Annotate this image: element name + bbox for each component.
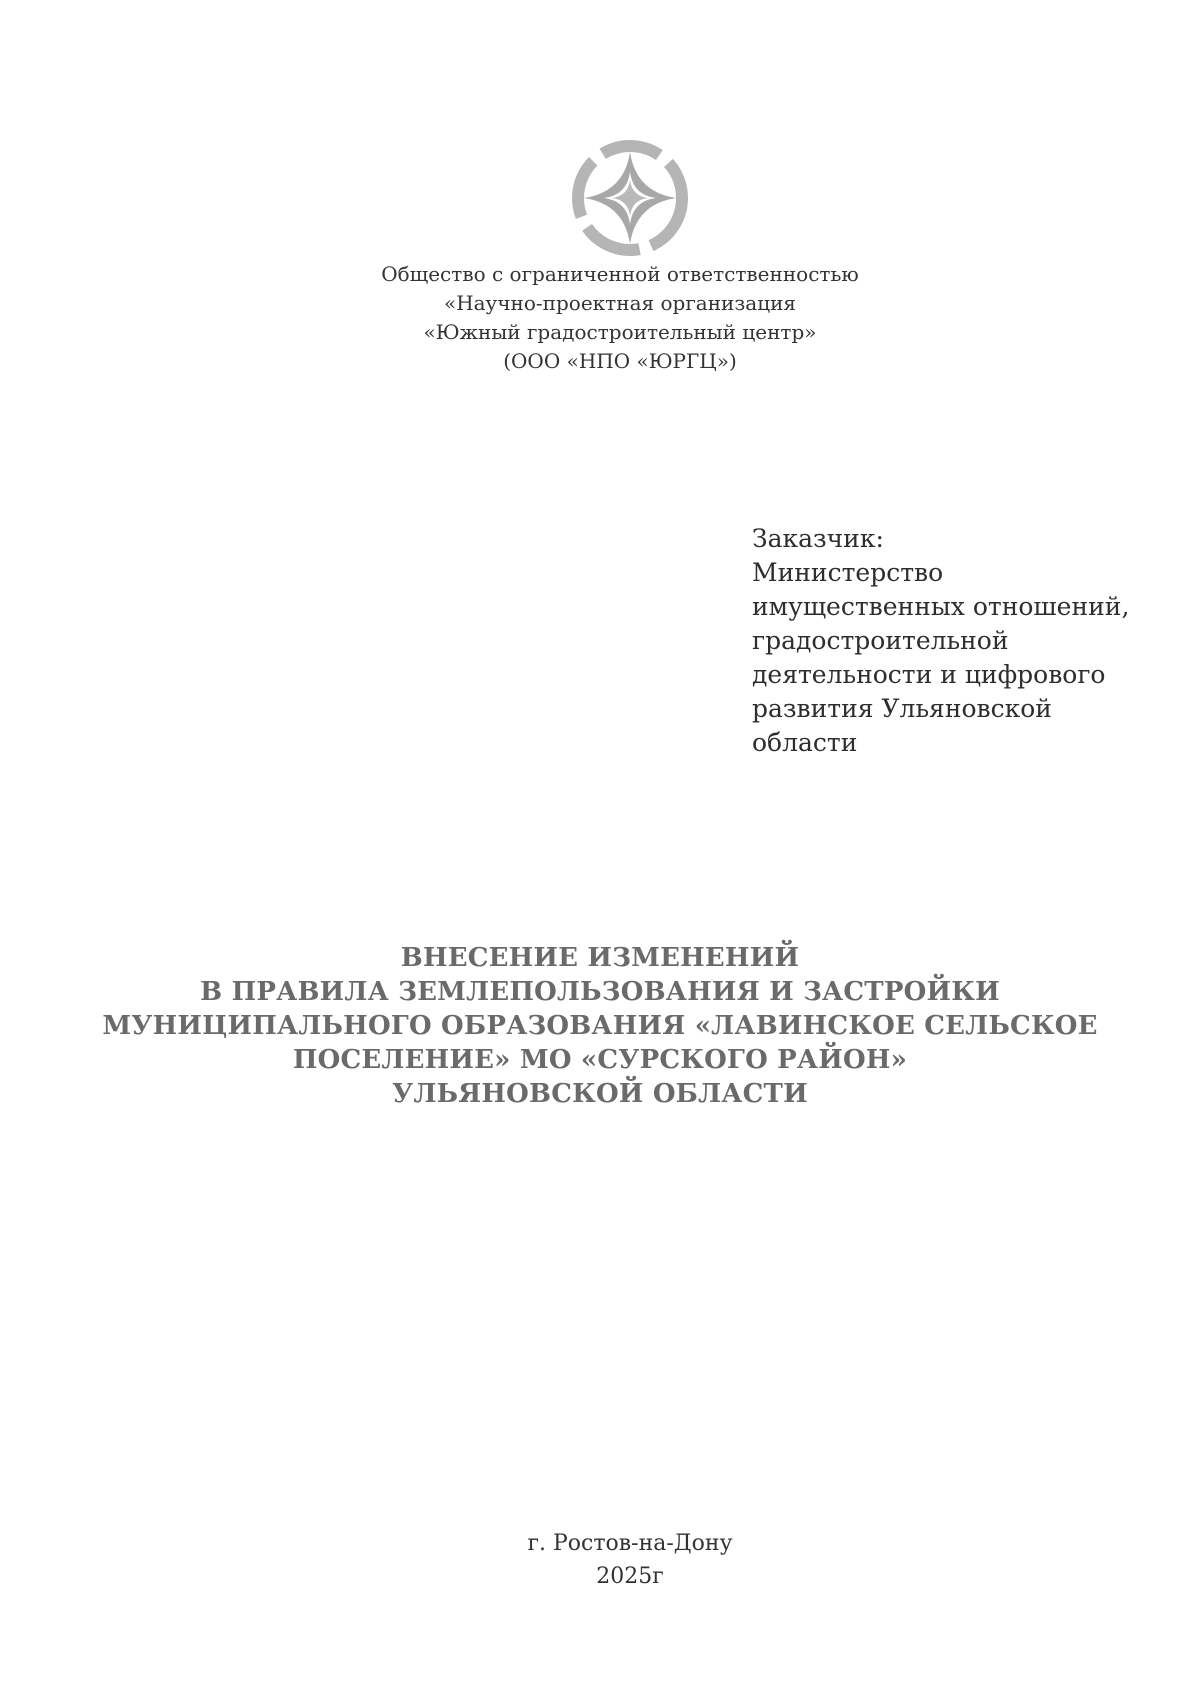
- customer-line: развития Ульяновской: [752, 694, 1052, 723]
- customer-block: [752, 522, 1172, 760]
- footer-block: [400, 1527, 860, 1593]
- customer-line: имущественных отношений,: [752, 592, 1130, 621]
- organization-line: «Научно-проектная организация: [443, 291, 797, 315]
- organization-block: [300, 260, 940, 376]
- document-title: [60, 941, 1140, 1111]
- organization-line: Общество с ограниченной ответственностью: [381, 262, 859, 286]
- title-line: ПОСЕЛЕНИЕ» МО «СУРСКОГО РАЙОН»: [292, 1045, 908, 1075]
- organization-logo-icon: [570, 138, 690, 258]
- customer-line: деятельности и цифрового: [752, 660, 1106, 689]
- organization-abbreviation: (ООО «НПО «ЮРГЦ»): [503, 349, 737, 373]
- title-line: ВНЕСЕНИЕ ИЗМЕНЕНИЙ: [400, 943, 800, 973]
- footer-year: 2025г: [596, 1564, 664, 1589]
- customer-label: Заказчик:: [752, 524, 884, 553]
- footer-city: г. Ростов-на-Дону: [527, 1531, 733, 1556]
- title-line: В ПРАВИЛА ЗЕМЛЕПОЛЬЗОВАНИЯ И ЗАСТРОЙКИ: [200, 977, 1000, 1007]
- title-line: УЛЬЯНОВСКОЙ ОБЛАСТИ: [392, 1079, 808, 1109]
- organization-line: «Южный градостроительный центр»: [423, 320, 817, 344]
- customer-line: градостроительной: [752, 626, 1009, 655]
- title-line: МУНИЦИПАЛЬНОГО ОБРАЗОВАНИЯ «ЛАВИНСКОЕ СЕЛЬСКОЕ: [102, 1011, 1098, 1041]
- customer-line: области: [752, 728, 858, 757]
- customer-line: Министерство: [752, 558, 944, 587]
